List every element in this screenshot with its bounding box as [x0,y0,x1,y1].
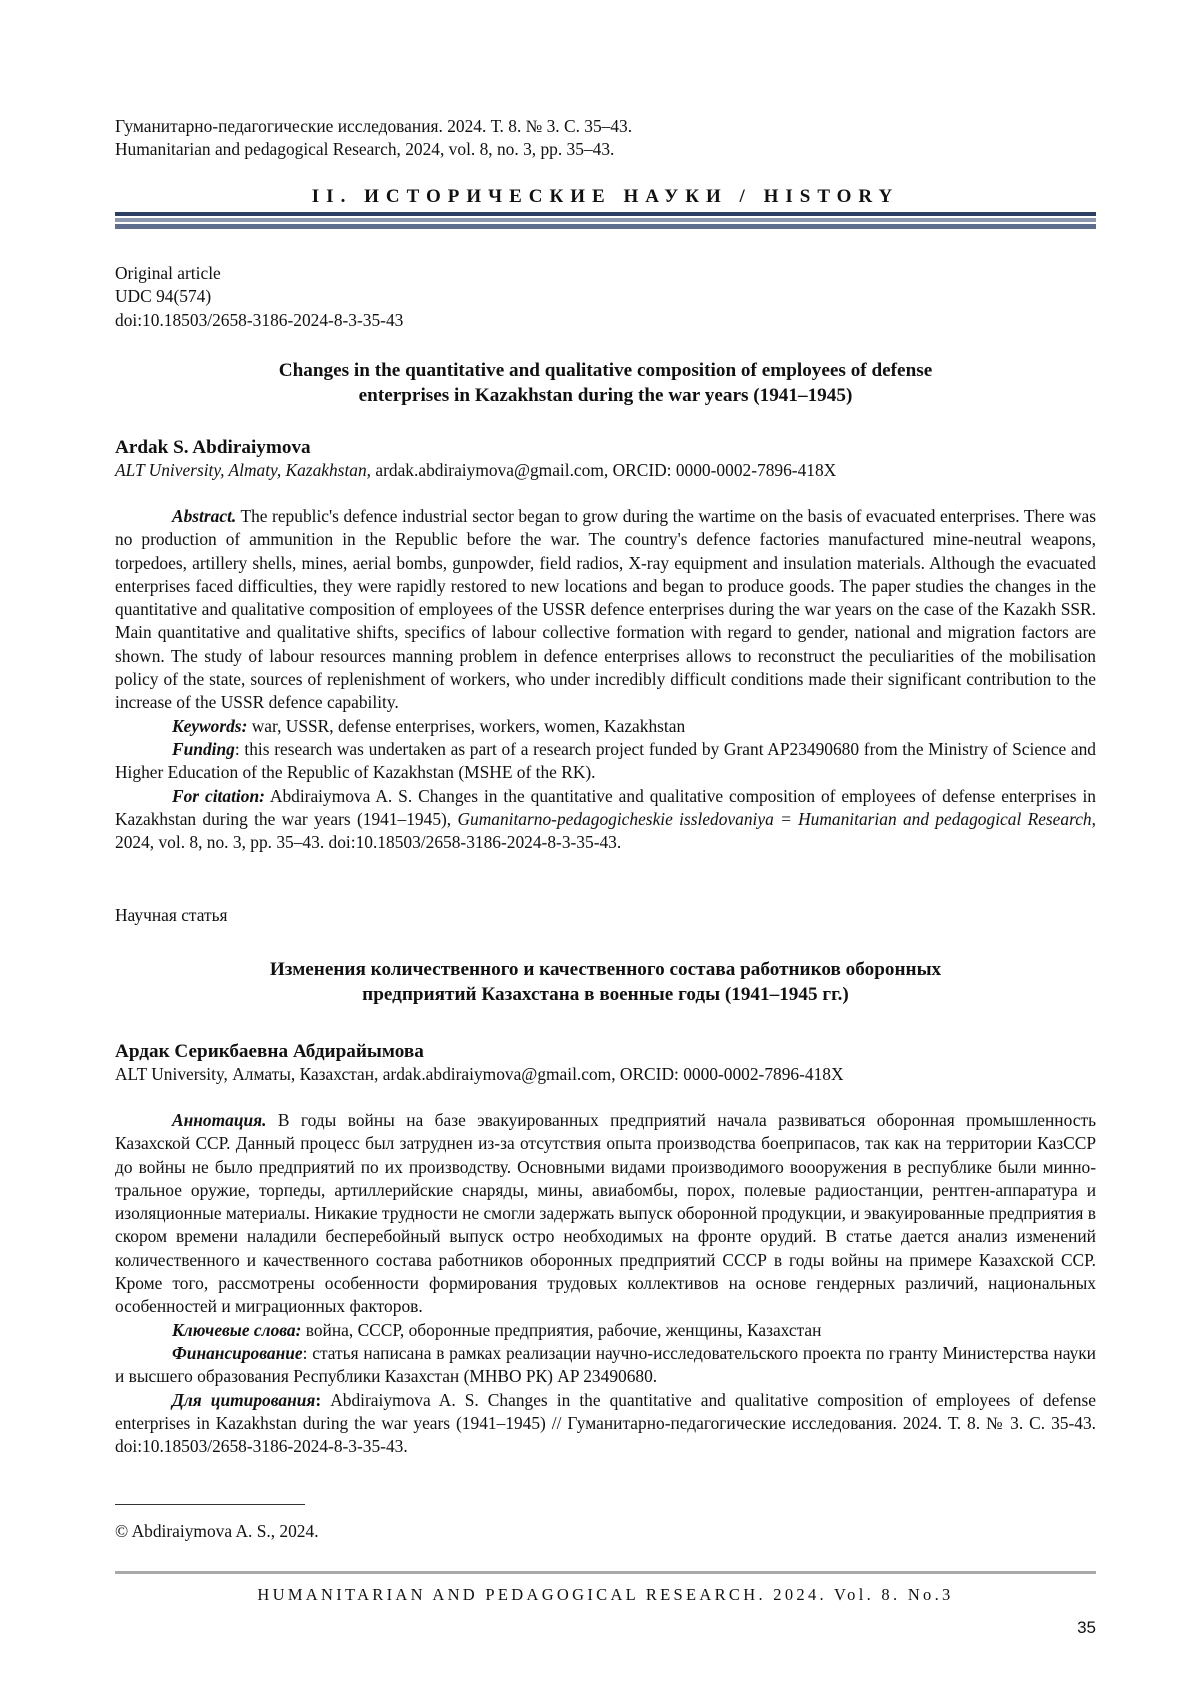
keywords-label: Ключевые слова: [172,1319,302,1340]
abstract-text: The republic's defence industrial sector began to grow during the wartime on the basis of evacuated enterprises. There was no production of ammunition in the Republic before the war. The country's defence factories manufactured mine-neutral weapons, torpedoes, artillery shells, mines, aerial bombs, gunpowder, field radios, X-ray equipment and insulation materials. Although the evacuated enterprises faced difficulties, they were rapidly restored to new locations and began to produce goods. The paper studies the changes in the quantitative and qualitative composition of employees of the USSR defence enterprises during the war years on the case of the Kazakh SSR. Main quantitative and qualitative shifts, specifics of labour collective formation with regard to gender, national and migration factors are shown. The study of labour resources manning problem in defence enterprises allows to reconstruct the peculiarities of the mobilisation policy of the state, sources of replenishment of workers, who under incredibly difficult conditions made their significant contribution to the increase of the USSR defence capability. [115,506,1096,713]
citation [115,785,1096,855]
journal-header [115,115,632,162]
abstract-ru [115,1109,1096,1458]
abstract-paragraph [115,505,1096,715]
funding-label: Финансирование [172,1342,303,1363]
section-heading: II. ИСТОРИЧЕСКИЕ НАУКИ / HISTORY [311,186,900,207]
citation-journal: Gumanitarno-pedagogicheskie issledovaniya = Humanitarian and pedagogical Research [457,808,1092,829]
abstract-paragraph [115,1109,1096,1319]
footer-divider [115,1571,1096,1574]
funding [115,1342,1096,1389]
author-affiliation: ALT University, Алматы, Казахстан, ardak.abdiraiymova@gmail.com, ORCID: 0000-0002-7896-418X [115,1064,844,1085]
author-contact: ardak.abdiraiymova@gmail.com, ORCID: 0000-0002-7896-418X [371,460,837,481]
keywords [115,1319,1096,1342]
funding-text: : статья написана в рамках реализации научно-исследовательского проекта по гранту Министерства науки и высшего образования Республики Казахстан (МНВО РК) AP 23490680. [115,1342,1096,1387]
abstract-en [115,505,1096,854]
funding-text: : this research was undertaken as part of a research project funded by Grant AP23490680 from the Ministry of Science and Higher Education of the Republic of Kazakhstan (MSHE of the RK). [115,738,1096,783]
article-type: Original article [115,263,221,283]
title-line: Changes in the quantitative and qualitative composition of employees of defense [278,360,933,381]
article-title-ru [115,957,1096,1007]
citation-text: Abdiraiymova A. S. Changes in the quantitative and qualitative composition of employees of defense enterprises in Kazakhstan during the war years (1941–1945) // Гуманитарно-педагогические исследования. 2024. Т. 8. № 3. С. 35-43. doi:10.18503/2658-3186-2024-8-3-35-43. [115,1389,1096,1457]
copyright-footnote: © Abdiraiymova A. S., 2024. [115,1521,319,1541]
page-number: 35 [1077,1618,1096,1637]
divider-line [115,218,1096,222]
citation-text: Abdiraiymova A. S. Changes in the quantitative and qualitative composition of employees of defense enterprises in Kazakhstan during the war years (1941–1945), [115,785,1096,829]
title-line: enterprises in Kazakhstan during the war years (1941–1945) [358,385,853,406]
keywords-text: war, USSR, defense enterprises, workers, women, Kazakhstan [247,715,686,736]
running-footer: HUMANITARIAN AND PEDAGOGICAL RESEARCH. 2024. Vol. 8. No.3 [257,1585,954,1604]
article-meta [115,262,403,332]
funding [115,738,1096,785]
keywords-text: война, СССР, оборонные предприятия, рабочие, женщины, Казахстан [301,1319,822,1340]
journal-line-ru: Гуманитарно-педагогические исследования. 2024. Т. 8. № 3. С. 35–43. [115,116,633,136]
abstract-label: Аннотация. [172,1110,267,1130]
author-block-en [115,436,1096,483]
abstract-label: Abstract. [172,506,237,526]
citation-label: For citation: [172,785,265,806]
author-block-ru [115,1040,1096,1087]
udc: UDC 94(574) [115,286,212,307]
citation [115,1389,1096,1459]
keywords [115,715,1096,738]
divider-line [115,224,1096,229]
keywords-label: Keywords: [172,715,248,736]
author-name: Ardak S. Abdiraiymova [115,437,311,458]
article-title-en [115,358,1096,408]
affiliation: ALT University, Almaty, Kazakhstan, [115,460,372,481]
author-affiliation [115,459,1096,482]
title-line: Изменения количественного и качественного состава работников оборонных [269,959,942,980]
footnote-divider [115,1504,305,1505]
journal-line-en: Humanitarian and pedagogical Research, 2024, vol. 8, no. 3, pp. 35–43. [115,139,615,160]
article-type-ru: Научная статья [115,905,228,925]
citation-colon: : [315,1389,322,1410]
divider-line [115,212,1096,216]
author-name: Ардак Серикбаевна Абдирайымова [115,1041,424,1062]
abstract-text: В годы войны на базе эвакуированных предприятий начала развиваться оборонная промышленность Казахской ССР. Данный процесс был затруднен из-за отсутствия опыта производства боеприпасов, так как на территории КазССР до войны не было предприятий по их производству. Основными видами производимого воооружения в республике были минно-тральное оружие, торпеды, артиллерийские снаряды, мины, авиабомбы, порох, полевые радиостанции, рентген-аппаратура и изоляционные материалы. Никакие трудности не смогли задержать выпуск оборонной продукции, и эвакуированные предприятия в скором времени наладили бесперебойный выпуск остро необходимых на фронте орудий. В статье дается анализ изменений количественного и качественного состава работников оборонных предприятий СССР в годы войны на примере Казахской ССР. Кроме того, рассмотрены особенности формирования трудовых коллективов на основе гендерных различий, национальных особенностей и миграционных факторов. [115,1110,1096,1317]
doi: doi:10.18503/2658-3186-2024-8-3-35-43 [115,309,404,330]
funding-label: Funding [172,738,235,759]
citation-label: Для цитирования [172,1389,316,1410]
section-divider [115,212,1096,231]
title-line: предприятий Казахстана в военные годы (1941–1945 гг.) [362,984,849,1005]
citation-text: , 2024, vol. 8, no. 3, pp. 35–43. doi:10.18503/2658-3186-2024-8-3-35-43. [115,808,1096,853]
